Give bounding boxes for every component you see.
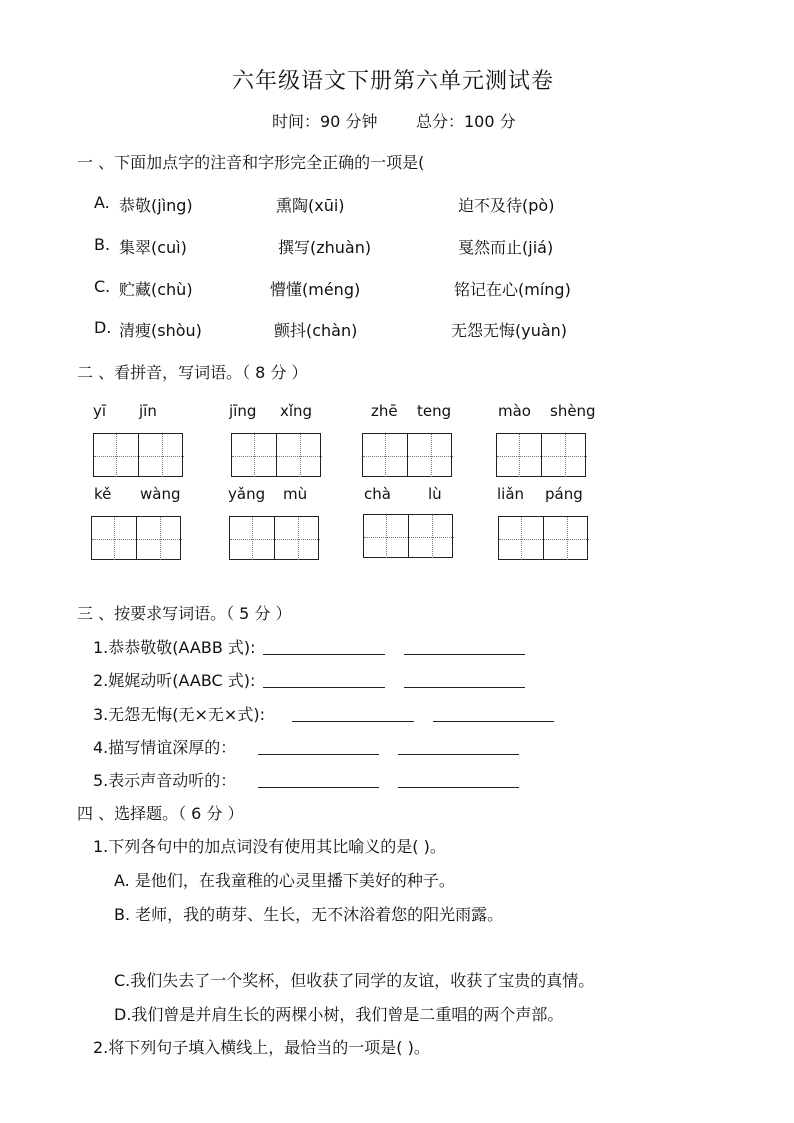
option-c-label: C.: [94, 277, 111, 296]
word-task-5: 5.表示声音动听的：: [93, 771, 237, 790]
pinyin-label: yǎng: [228, 485, 266, 503]
pinyin-label: mào: [498, 402, 531, 420]
pinyin-label: shèng: [550, 402, 596, 420]
exam-time: 时间：90 分钟: [272, 112, 378, 131]
answer-blank[interactable]: [263, 653, 385, 655]
option-b-word-2: 撰写(zhuàn): [278, 238, 372, 257]
answer-blank[interactable]: [263, 686, 385, 688]
writing-grid[interactable]: [93, 433, 183, 477]
word-task-3: 3.无怨无悔(无×无×式):: [93, 705, 265, 724]
pinyin-label: mù: [283, 485, 308, 503]
writing-grid[interactable]: [498, 516, 588, 560]
option-a-word-1: 恭敬(jìng): [119, 196, 193, 215]
pinyin-label: jīn: [139, 402, 157, 420]
writing-grid[interactable]: [363, 514, 453, 558]
pinyin-label: páng: [545, 485, 583, 503]
question-1-option-a: A. 是他们，在我童稚的心灵里播下美好的种子。: [114, 871, 455, 890]
option-b-word-1: 集翠(cuì): [119, 238, 187, 257]
option-b-label: B.: [94, 235, 111, 254]
writing-grid[interactable]: [229, 516, 319, 560]
section-4-heading: 四 、选择题。（ 6 分 ）: [77, 804, 244, 823]
pinyin-label: teng: [417, 402, 452, 420]
exam-total-score: 总分：100 分: [416, 112, 516, 131]
writing-grid[interactable]: [231, 433, 321, 477]
question-1-option-c: C.我们失去了一个奖杯，但收获了同学的友谊，收获了宝贵的真情。: [114, 971, 595, 990]
page-title: 六年级语文下册第六单元测试卷: [232, 69, 555, 94]
pinyin-label: lù: [428, 485, 442, 503]
pinyin-label: chà: [364, 485, 391, 503]
word-task-1: 1.恭恭敬敬(AABB 式):: [93, 638, 256, 657]
question-1: 1.下列各句中的加点词没有使用其比喻义的是( )。: [93, 837, 446, 856]
writing-grid[interactable]: [91, 516, 181, 560]
section-2-heading: 二 、看拼音，写词语。（ 8 分 ）: [77, 363, 308, 382]
pinyin-label: yī: [93, 402, 107, 420]
answer-blank[interactable]: [292, 720, 414, 722]
option-d-word-2: 颤抖(chàn): [274, 321, 358, 340]
writing-grid[interactable]: [496, 433, 586, 477]
option-a-word-2: 熏陶(xūi): [276, 196, 345, 215]
option-c-word-2: 懵懂(méng): [270, 280, 361, 299]
pinyin-label: kě: [94, 485, 112, 503]
writing-grid[interactable]: [362, 433, 452, 477]
option-d-word-1: 清瘦(shòu): [119, 321, 202, 340]
option-d-word-3: 无怨无悔(yuàn): [451, 321, 568, 340]
answer-blank[interactable]: [433, 720, 554, 722]
pinyin-label: wàng: [140, 485, 181, 503]
answer-blank[interactable]: [258, 753, 379, 755]
question-2: 2.将下列句子填入横线上，最恰当的一项是( )。: [93, 1038, 430, 1057]
word-task-4: 4.描写情谊深厚的：: [93, 738, 237, 757]
answer-blank[interactable]: [398, 786, 519, 788]
answer-blank[interactable]: [404, 653, 525, 655]
question-1-option-d: D.我们曾是并肩生长的两棵小树，我们曾是二重唱的两个声部。: [114, 1005, 564, 1024]
answer-blank[interactable]: [398, 753, 519, 755]
answer-blank[interactable]: [404, 686, 525, 688]
section-1-heading: 一 、下面加点字的注音和字形完全正确的一项是(: [77, 153, 425, 172]
answer-blank[interactable]: [258, 786, 379, 788]
option-b-word-3: 戛然而止(jiá): [458, 238, 554, 257]
question-1-option-b: B. 老师，我的萌芽、生长，无不沐浴着您的阳光雨露。: [114, 905, 504, 924]
pinyin-label: zhē: [371, 402, 398, 420]
option-a-label: A.: [94, 193, 110, 212]
pinyin-label: jīng: [229, 402, 257, 420]
section-3-heading: 三 、按要求写词语。（ 5 分 ）: [77, 604, 292, 623]
option-c-word-1: 贮藏(chù): [119, 280, 193, 299]
pinyin-label: xǐng: [280, 402, 313, 420]
option-d-label: D.: [94, 318, 112, 337]
word-task-2: 2.娓娓动听(AABC 式):: [93, 671, 256, 690]
pinyin-label: liǎn: [497, 485, 525, 503]
option-a-word-3: 迫不及待(pò): [458, 196, 555, 215]
option-c-word-3: 铭记在心(míng): [454, 280, 571, 299]
